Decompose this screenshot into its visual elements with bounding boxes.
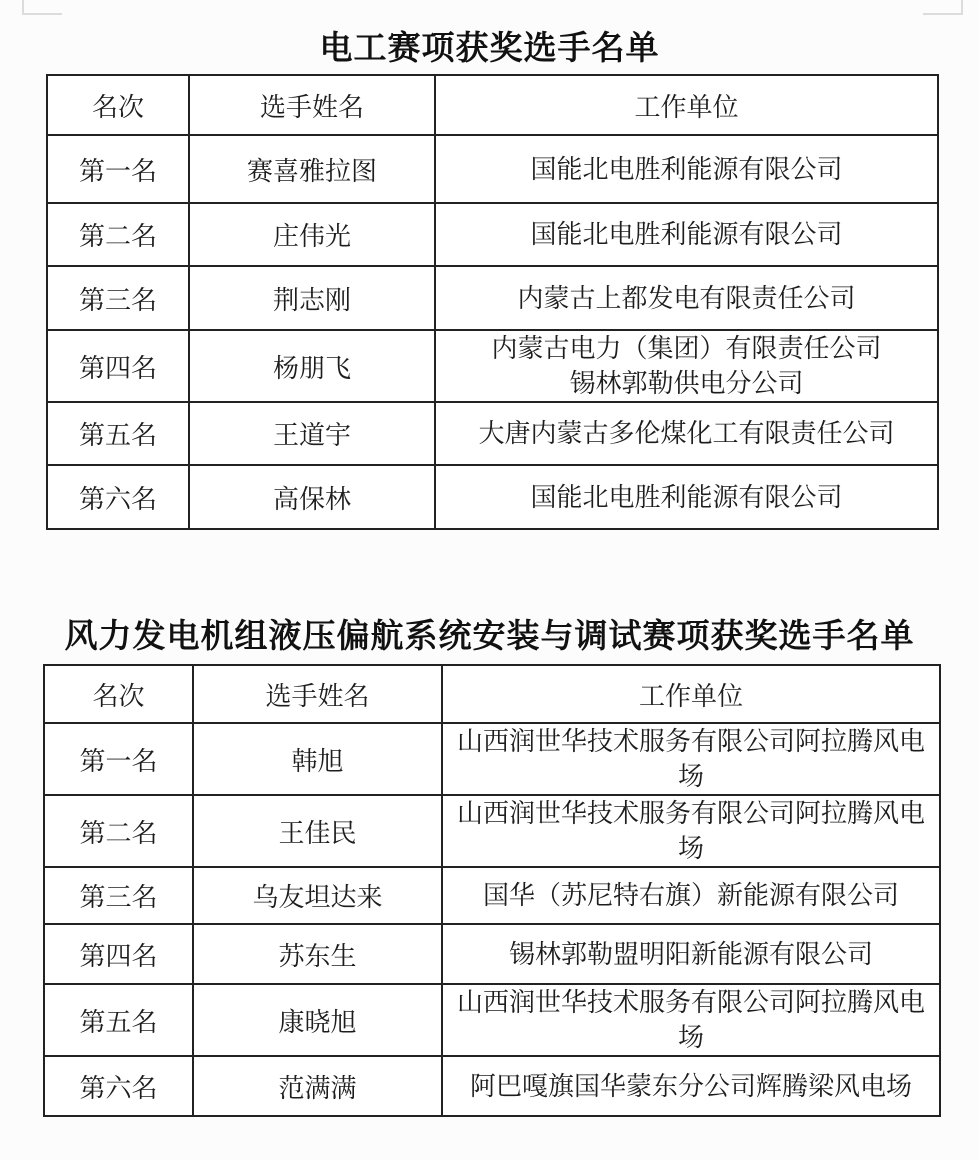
work-unit-line: 山西润世华技术服务有限公司阿拉腾风电场	[456, 798, 925, 863]
player-name-cell: 赛喜雅拉图	[189, 135, 435, 203]
player-name-cell: 王佳民	[193, 795, 442, 867]
work-unit-line: 阿巴嘎旗国华蒙东分公司辉腾梁风电场	[469, 1070, 912, 1101]
work-unit-header: 工作单位	[442, 665, 940, 723]
rank-cell: 第一名	[47, 135, 189, 203]
work-unit-line: 大唐内蒙古多伦煤化工有限责任公司	[478, 418, 895, 448]
photo-crop-mark-top-right	[923, 0, 963, 15]
table-row	[47, 266, 938, 330]
work-unit-line: 山西润世华技术服务有限公司阿拉腾风电场	[456, 726, 925, 791]
table-row	[44, 867, 940, 924]
work-unit-line: 内蒙古电力（集团）有限责任公司	[491, 333, 882, 363]
table-row	[44, 723, 940, 795]
rank-cell: 第二名	[44, 795, 193, 867]
player-name-cell: 庄伟光	[189, 203, 435, 266]
rank-cell: 第三名	[47, 266, 189, 330]
work-unit-line: 锡林郭勒盟明阳新能源有限公司	[508, 938, 873, 969]
player-name-cell: 苏东生	[193, 924, 442, 984]
photo-crop-mark-top-left	[22, 0, 62, 15]
rank-cell: 第六名	[44, 1056, 193, 1116]
work-unit-cell	[435, 330, 938, 402]
work-unit-line: 锡林郭勒供电分公司	[569, 368, 804, 398]
player-name-cell: 康晓旭	[193, 984, 442, 1056]
player-name-cell: 王道宇	[189, 402, 435, 465]
rank-cell: 第二名	[47, 203, 189, 266]
wind-turbine-awards-table	[43, 664, 941, 1117]
rank-cell: 第五名	[44, 984, 193, 1056]
work-unit-line: 国能北电胜利能源有限公司	[530, 481, 843, 512]
work-unit-cell	[442, 924, 940, 984]
player-name-cell: 杨朋飞	[189, 330, 435, 402]
player-name-cell: 高保林	[189, 465, 435, 529]
work-unit-cell	[435, 203, 938, 266]
work-unit-cell	[442, 1056, 940, 1116]
work-unit-line: 内蒙古上都发电有限责任公司	[517, 282, 856, 313]
work-unit-cell	[442, 795, 940, 867]
work-unit-line: 山西润世华技术服务有限公司阿拉腾风电场	[456, 987, 925, 1052]
work-unit-cell	[435, 135, 938, 203]
table-header-row	[47, 75, 938, 135]
electrician-table-title: 电工赛项获奖选手名单	[319, 29, 660, 66]
work-unit-cell	[442, 723, 940, 795]
table-row	[44, 795, 940, 867]
table-row	[47, 330, 938, 402]
player-name-cell: 乌友坦达来	[193, 867, 442, 924]
table-row	[47, 465, 938, 529]
work-unit-cell	[442, 867, 940, 924]
player-name-cell: 范满满	[193, 1056, 442, 1116]
wind-turbine-table-title: 风力发电机组液压偏航系统安装与调试赛项获奖选手名单	[64, 617, 915, 654]
work-unit-line: 国能北电胜利能源有限公司	[530, 219, 843, 249]
work-unit-cell	[435, 402, 938, 465]
rank-cell: 第五名	[47, 402, 189, 465]
player-name-cell: 荆志刚	[189, 266, 435, 330]
player-name-header: 选手姓名	[189, 75, 435, 135]
work-unit-cell	[442, 984, 940, 1056]
work-unit-cell	[435, 465, 938, 529]
rank-cell: 第三名	[44, 867, 193, 924]
rank-cell: 第四名	[47, 330, 189, 402]
rank-cell: 第四名	[44, 924, 193, 984]
work-unit-cell	[435, 266, 938, 330]
rank-cell: 第一名	[44, 723, 193, 795]
table-header-row	[44, 665, 940, 723]
table-row	[47, 135, 938, 203]
work-unit-line: 国华（苏尼特右旗）新能源有限公司	[482, 880, 899, 910]
table-row	[47, 402, 938, 465]
table-row	[44, 1056, 940, 1116]
player-name-header: 选手姓名	[193, 665, 442, 723]
work-unit-line: 国能北电胜利能源有限公司	[530, 153, 843, 184]
table-row	[44, 924, 940, 984]
rank-cell: 第六名	[47, 465, 189, 529]
rank-header: 名次	[47, 75, 189, 135]
electrician-awards-table	[46, 74, 939, 530]
rank-header: 名次	[44, 665, 193, 723]
table-row	[47, 203, 938, 266]
work-unit-header: 工作单位	[435, 75, 938, 135]
player-name-cell: 韩旭	[193, 723, 442, 795]
table-row	[44, 984, 940, 1056]
